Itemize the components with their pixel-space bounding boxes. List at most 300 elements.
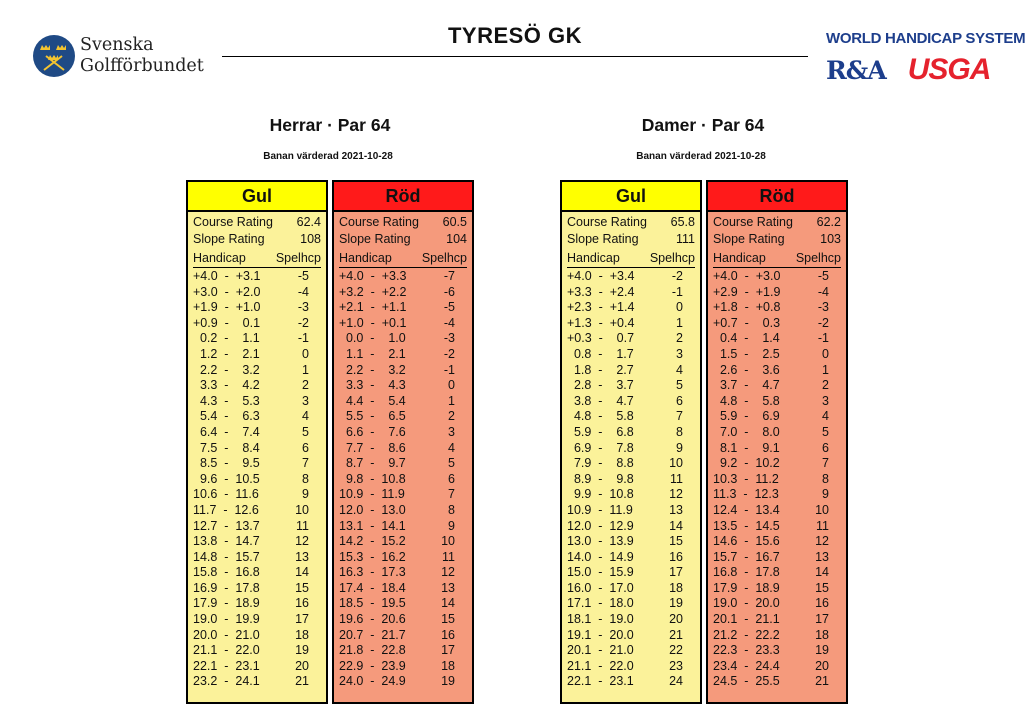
handicap-column-header: Handicap [713,251,766,265]
tee-name: Gul [562,182,700,212]
playing-handicap: 9 [302,487,309,502]
handicap-range: 2.2 - 3.2 [339,362,406,377]
randa-logo: R&A [826,55,886,85]
playing-handicap: 3 [302,393,309,408]
playing-handicap: 12 [669,487,683,502]
table-row [713,550,841,566]
table-row [713,269,841,285]
table-row [339,550,467,566]
handicap-range: 1.2 - 2.1 [193,346,260,361]
section-title: Damer · Par 64 [641,115,765,135]
playing-handicap: 1 [448,393,455,408]
handicap-range: 18.5 - 19.5 [339,596,406,611]
playing-handicap: 5 [448,456,455,471]
handicap-range: 12.4 - 13.4 [713,502,780,517]
handicap-range: 4.4 - 5.4 [339,393,406,408]
tee-table-gul [186,180,328,704]
playing-handicap: -4 [297,284,309,299]
title-divider [222,56,808,57]
handicap-range: 6.9 - 7.8 [567,440,634,455]
handicap-range: 21.1 - 22.0 [193,643,260,658]
table-row [567,487,695,503]
table-row [339,472,467,488]
playing-handicap: 19 [815,643,829,658]
table-row [713,596,841,612]
table-row [339,565,467,581]
handicap-range: 2.6 - 3.6 [713,362,780,377]
playing-handicap: 18 [441,658,455,673]
playing-handicap: 17 [295,612,309,627]
playing-handicap: 16 [441,627,455,642]
slope-rating-label: Slope Rating [193,232,265,246]
playing-handicap: 5 [822,424,829,439]
playing-handicap: 13 [815,549,829,564]
handicap-range: 18.1 - 19.0 [567,612,634,627]
playing-handicap: 16 [669,549,683,564]
playing-handicap: 18 [669,580,683,595]
playing-handicap: 18 [295,627,309,642]
section-rating-date: Banan värderad 2021-10-28 [263,151,393,162]
slope-rating-label: Slope Rating [339,232,411,246]
table-row [567,394,695,410]
playing-handicap: 17 [669,565,683,580]
playing-handicap: 6 [302,440,309,455]
table-row [339,487,467,503]
playing-handicap: 2 [676,331,683,346]
handicap-range: 6.6 - 7.6 [339,424,406,439]
handicap-range: 11.7 - 12.6 [193,502,259,517]
playing-handicap: 11 [816,518,829,533]
table-row [567,425,695,441]
table-row [193,659,321,675]
handicap-range: 19.0 - 20.0 [713,596,780,611]
whs-title: WORLD HANDICAP SYSTEM [826,30,1026,47]
usga-logo: USGA [907,53,991,86]
handicap-range: 22.3 - 23.3 [713,643,780,658]
table-row [713,394,841,410]
playing-handicap: 10 [441,534,455,549]
table-header [713,250,841,268]
table-row [339,363,467,379]
playing-handicap: 1 [676,315,683,330]
handicap-range: 13.5 - 14.5 [713,518,780,533]
handicap-range: 0.0 - 1.0 [339,331,406,346]
playing-handicap: 0 [448,378,455,393]
handicap-range: 13.1 - 14.1 [339,518,406,533]
handicap-range: 2.8 - 3.7 [567,378,634,393]
table-row [567,269,695,285]
playing-handicap: 9 [676,440,683,455]
tee-table-rod [332,180,474,704]
handicap-range: +4.0 - +3.0 [713,269,781,283]
handicap-range: 10.6 - 11.6 [193,487,259,502]
playing-handicap: 4 [822,409,829,424]
handicap-range: +1.8 - +0.8 [713,300,781,315]
playing-handicap: 18 [815,627,829,642]
table-row [567,534,695,550]
slope-rating-value: 108 [300,232,321,246]
handicap-range: +1.0 - +0.1 [339,315,407,330]
table-row [567,472,695,488]
playing-handicap: 15 [295,580,309,595]
handicap-range: 3.8 - 4.7 [567,393,634,408]
handicap-range: 13.0 - 13.9 [567,534,634,549]
playing-handicap: 0 [302,346,309,361]
handicap-range: +4.0 - +3.4 [567,269,635,283]
table-row [193,269,321,285]
table-row [713,659,841,675]
handicap-range: 12.0 - 12.9 [567,518,634,533]
handicap-range: 5.5 - 6.5 [339,409,406,424]
table-row [713,519,841,535]
table-row [567,441,695,457]
playing-handicap: 17 [815,612,829,627]
table-row [193,487,321,503]
table-row [193,331,321,347]
playing-handicap: 10 [669,456,683,471]
table-row [339,581,467,597]
playing-handicap: 8 [676,424,683,439]
playing-handicap: 5 [676,378,683,393]
table-row [567,347,695,363]
handicap-range: 0.8 - 1.7 [567,346,634,361]
slope-rating-label: Slope Rating [567,232,639,246]
course-rating-row [193,214,321,231]
table-header [193,250,321,268]
handicap-range: 14.0 - 14.9 [567,549,634,564]
playing-handicap: 23 [669,658,683,673]
table-row [339,503,467,519]
table-row [193,534,321,550]
playing-handicap: 11 [670,471,683,486]
table-row [713,425,841,441]
handicap-range: 17.9 - 18.9 [193,596,260,611]
table-row [713,643,841,659]
slope-rating-row [193,231,321,248]
handicap-range: +2.3 - +1.4 [567,300,635,315]
playing-handicap: -2 [671,269,683,283]
table-row [339,674,467,690]
playing-handicap: 4 [448,440,455,455]
handicap-range: 9.8 - 10.8 [339,471,406,486]
course-rating-row [339,214,467,231]
whs-logo [826,30,1026,87]
handicap-range: 15.3 - 16.2 [339,549,406,564]
org-name-line2: Golfförbundet [80,56,204,76]
table-row [567,331,695,347]
handicap-range: 20.1 - 21.1 [713,612,780,627]
playing-handicap: 7 [448,487,455,502]
handicap-range: 19.6 - 20.6 [339,612,406,627]
handicap-range: 12.7 - 13.7 [193,518,260,533]
playing-handicap: 8 [448,502,455,517]
spelhcp-column-header: Spelhcp [421,251,467,265]
table-row [339,612,467,628]
course-rating-label: Course Rating [339,215,419,229]
handicap-range: 23.4 - 24.4 [713,658,780,673]
handicap-range: 5.4 - 6.3 [193,409,260,424]
table-row [193,409,321,425]
table-row [193,565,321,581]
handicap-range: 21.2 - 22.2 [713,627,780,642]
playing-handicap: -4 [443,315,455,330]
playing-handicap: -7 [443,269,455,283]
handicap-range: 17.1 - 18.0 [567,596,634,611]
section-title: Herrar · Par 64 [269,115,391,135]
playing-handicap: 16 [815,596,829,611]
table-row [339,331,467,347]
handicap-range: 9.6 - 10.5 [193,471,260,486]
section-rating-date: Banan värderad 2021-10-28 [636,151,766,162]
table-row [339,456,467,472]
handicap-range: 8.5 - 9.5 [193,456,260,471]
org-name-line1: Svenska [80,35,154,55]
handicap-range: 17.9 - 18.9 [713,580,780,595]
handicap-range: 14.6 - 15.6 [713,534,780,549]
course-rating-label: Course Rating [713,215,793,229]
playing-handicap: 21 [295,674,309,689]
handicap-range: 7.7 - 8.6 [339,440,406,455]
table-row [193,378,321,394]
playing-handicap: 15 [441,612,455,627]
handicap-range: 19.1 - 20.0 [567,627,634,642]
table-row [193,628,321,644]
handicap-range: 1.1 - 2.1 [339,346,406,361]
playing-handicap: 3 [822,393,829,408]
handicap-range: 24.5 - 25.5 [713,674,780,689]
playing-handicap: 19 [295,643,309,658]
handicap-range: 10.9 - 11.9 [567,502,633,517]
table-row [713,565,841,581]
table-row [193,285,321,301]
playing-handicap: -1 [443,362,455,377]
playing-handicap: 4 [676,362,683,377]
handicap-range: +1.3 - +0.4 [567,315,635,330]
course-rating-label: Course Rating [193,215,273,229]
playing-handicap: 14 [669,518,683,533]
course-rating-row [567,214,695,231]
table-row [713,316,841,332]
tee-name: Röd [334,182,472,212]
table-row [567,643,695,659]
slope-rating-row [567,231,695,248]
handicap-range: 22.9 - 23.9 [339,658,406,673]
handicap-range: 7.9 - 8.8 [567,456,634,471]
handicap-range: 15.0 - 15.9 [567,565,634,580]
table-row [193,674,321,690]
handicap-range: 21.8 - 22.8 [339,643,406,658]
table-row [339,425,467,441]
course-rating-label: Course Rating [567,215,647,229]
handicap-range: 4.8 - 5.8 [567,409,634,424]
handicap-range: 7.5 - 8.4 [193,440,260,455]
handicap-range: 10.3 - 11.2 [713,471,779,486]
table-row [339,659,467,675]
handicap-range: 3.3 - 4.2 [193,378,260,393]
playing-handicap: -2 [817,315,829,330]
handicap-range: 0.2 - 1.1 [193,331,260,346]
table-header [567,250,695,268]
table-row [567,612,695,628]
handicap-range: 5.9 - 6.8 [567,424,634,439]
playing-handicap: 14 [815,565,829,580]
playing-handicap: 12 [441,565,455,580]
table-row [339,316,467,332]
playing-handicap: -5 [297,269,309,283]
playing-handicap: 21 [815,674,829,689]
playing-handicap: 2 [822,378,829,393]
playing-handicap: -3 [817,300,829,315]
table-row [713,441,841,457]
course-rating-value: 65.8 [670,215,695,229]
course-rating-value: 60.5 [442,215,467,229]
handicap-range: 11.3 - 12.3 [713,487,779,502]
handicap-range: 13.8 - 14.7 [193,534,260,549]
playing-handicap: -1 [817,331,829,346]
table-row [193,394,321,410]
slope-rating-label: Slope Rating [713,232,785,246]
playing-handicap: -3 [297,300,309,315]
playing-handicap: 21 [669,627,683,642]
playing-handicap: 6 [448,471,455,486]
handicap-range: +1.9 - +1.0 [193,300,261,315]
handicap-column-header: Handicap [567,251,620,265]
table-row [193,581,321,597]
handicap-range: 24.0 - 24.9 [339,674,406,689]
handicap-column-header: Handicap [339,251,392,265]
table-row [713,503,841,519]
handicap-range: 16.9 - 17.8 [193,580,260,595]
table-row [193,519,321,535]
table-row [567,378,695,394]
handicap-range: +2.9 - +1.9 [713,284,781,299]
playing-handicap: 1 [822,362,829,377]
playing-handicap: 3 [448,424,455,439]
handicap-range: 17.4 - 18.4 [339,580,406,595]
slope-rating-row [339,231,467,248]
playing-handicap: 5 [302,424,309,439]
table-row [339,347,467,363]
tee-table-gul [560,180,702,704]
table-row [567,285,695,301]
handicap-range: +3.0 - +2.0 [193,284,261,299]
handicap-range: 1.5 - 2.5 [713,346,780,361]
table-row [713,347,841,363]
playing-handicap: 20 [295,658,309,673]
table-row [713,534,841,550]
playing-handicap: 13 [669,502,683,517]
table-row [339,534,467,550]
table-row [193,347,321,363]
spelhcp-column-header: Spelhcp [275,251,321,265]
table-row [713,300,841,316]
playing-handicap: 12 [295,534,309,549]
playing-handicap: -5 [817,269,829,283]
table-row [339,643,467,659]
table-row [193,472,321,488]
table-row [713,581,841,597]
tee-table-rod [706,180,848,704]
playing-handicap: 15 [815,580,829,595]
handicap-range: 5.9 - 6.9 [713,409,780,424]
table-row [339,378,467,394]
playing-handicap: 7 [302,456,309,471]
table-row [193,596,321,612]
table-row [713,363,841,379]
handicap-range: +0.7 - 0.3 [713,315,781,330]
playing-handicap: 7 [676,409,683,424]
table-row [713,487,841,503]
table-row [567,565,695,581]
handicap-range: 12.0 - 13.0 [339,502,406,517]
handicap-range: 8.9 - 9.8 [567,471,634,486]
table-row [193,612,321,628]
table-row [567,300,695,316]
spelhcp-column-header: Spelhcp [795,251,841,265]
table-row [339,269,467,285]
table-row [567,519,695,535]
table-row [193,316,321,332]
handicap-range: 14.2 - 15.2 [339,534,406,549]
course-rating-value: 62.2 [816,215,841,229]
handicap-range: 6.4 - 7.4 [193,424,260,439]
table-row [567,456,695,472]
handicap-range: +4.0 - +3.1 [193,269,261,283]
table-row [567,596,695,612]
handicap-range: +0.3 - 0.7 [567,331,635,346]
playing-handicap: -1 [671,284,683,299]
playing-handicap: -6 [443,284,455,299]
playing-handicap: 15 [669,534,683,549]
handicap-range: 3.3 - 4.3 [339,378,406,393]
table-row [713,612,841,628]
playing-handicap: 19 [441,674,455,689]
playing-handicap: 9 [448,518,455,533]
handicap-range: 3.7 - 4.7 [713,378,780,393]
playing-handicap: 2 [448,409,455,424]
playing-handicap: 14 [295,565,309,580]
playing-handicap: 14 [441,596,455,611]
playing-handicap: -2 [297,315,309,330]
playing-handicap: 11 [296,518,309,533]
playing-handicap: 13 [441,580,455,595]
playing-handicap: 19 [669,596,683,611]
playing-handicap: 8 [302,471,309,486]
playing-handicap: 6 [822,440,829,455]
table-row [339,300,467,316]
handicap-range: 14.8 - 15.7 [193,549,260,564]
playing-handicap: 10 [815,502,829,517]
handicap-range: 4.3 - 5.3 [193,393,260,408]
playing-handicap: 2 [302,378,309,393]
handicap-range: 20.0 - 21.0 [193,627,260,642]
table-row [567,550,695,566]
playing-handicap: 20 [815,658,829,673]
handicap-range: +3.2 - +2.2 [339,284,407,299]
table-row [713,628,841,644]
playing-handicap: 4 [302,409,309,424]
table-row [193,441,321,457]
table-row [567,628,695,644]
handicap-range: 22.1 - 23.1 [193,658,260,673]
table-row [339,409,467,425]
playing-handicap: 10 [295,502,309,517]
table-row [193,425,321,441]
playing-handicap: -4 [817,284,829,299]
handicap-range: 20.7 - 21.7 [339,627,406,642]
playing-handicap: 13 [295,549,309,564]
handicap-range: 2.2 - 3.2 [193,362,260,377]
